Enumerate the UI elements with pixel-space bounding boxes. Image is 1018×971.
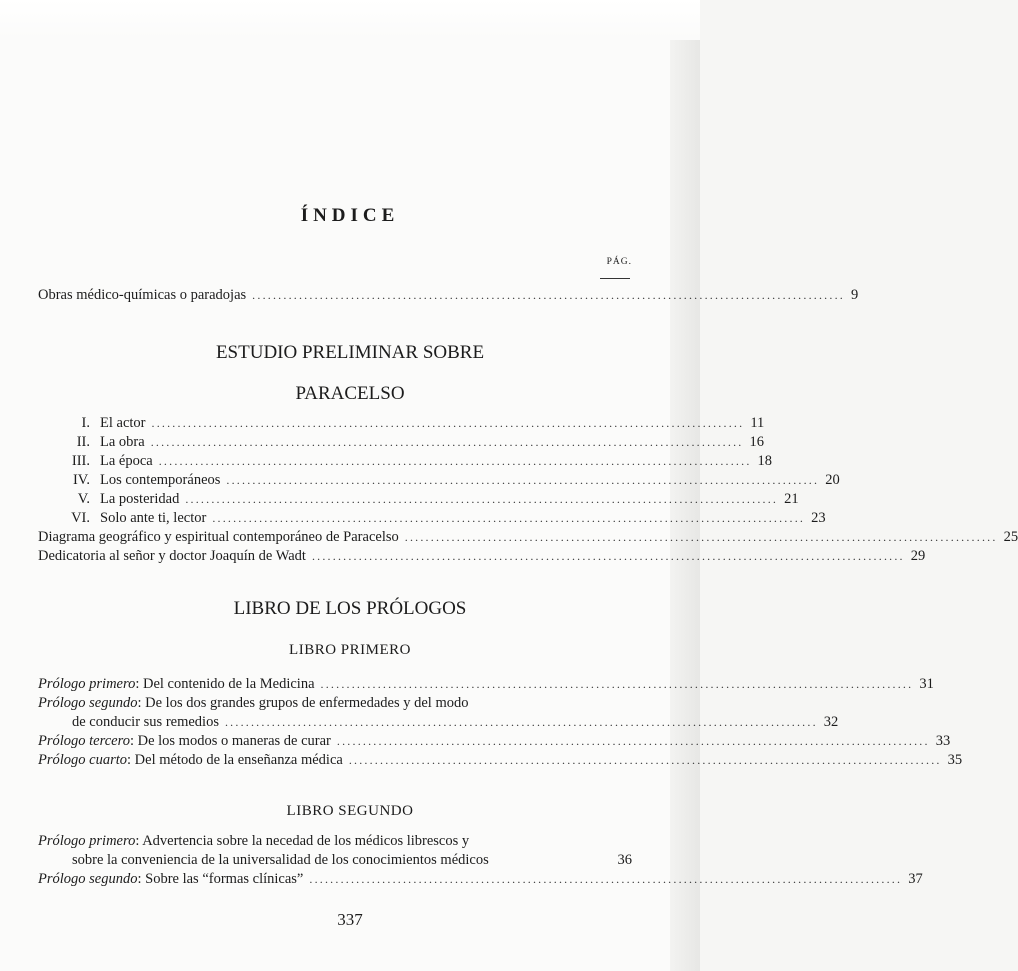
toc-entry-text: Obras médico-químicas o paradojas <box>38 287 247 303</box>
prologue-label: Prólogo segundo <box>38 871 138 887</box>
roman-numeral: IV. <box>72 472 90 488</box>
page-title: ÍNDICE <box>300 205 400 226</box>
subsection-heading-libro-segundo: LIBRO SEGUNDO <box>286 803 414 819</box>
section-heading-paracelso: PARACELSO <box>295 383 405 404</box>
leader-dots: .................................................................................................................. <box>151 416 745 430</box>
toc-page-number: 16 <box>749 434 764 450</box>
leader-dots: .................................................................................................................. <box>336 734 930 748</box>
toc-entry-text: : De los dos grandes grupos de enfermedades y del modo <box>137 695 469 711</box>
leader-dots: .................................................................................................................. <box>212 511 806 525</box>
toc-page-number: 20 <box>825 472 840 488</box>
prologue-label: Prólogo primero <box>38 833 136 849</box>
toc-page-number: 21 <box>784 491 799 507</box>
leader-dots: .................................................................................................................. <box>150 435 744 449</box>
toc-page-number: 33 <box>935 733 951 749</box>
toc-entry-text: La época <box>100 453 153 469</box>
toc-entry-continuation <box>38 852 632 872</box>
leader-dots: .................................................................................................................. <box>311 549 905 563</box>
page-number-folio: 337 <box>337 910 363 929</box>
toc-entry-continuation <box>38 714 839 734</box>
prologue-label: Prólogo segundo <box>38 695 138 711</box>
toc-entry <box>38 434 764 454</box>
toc-entry-text: Diagrama geográfico y espiritual contemporáneo de Paracelso <box>38 529 399 545</box>
toc-entry <box>38 871 923 891</box>
section-heading-prologos: LIBRO DE LOS PRÓLOGOS <box>233 598 467 619</box>
toc-entry-text: El actor <box>100 415 146 431</box>
toc-page-number: 23 <box>811 510 826 526</box>
page-column-label: PÁG. <box>606 257 632 267</box>
leader-dots: .................................................................................................................. <box>185 492 779 506</box>
toc-entry-text: : Advertencia sobre la necedad de los médicos librescos y <box>135 833 470 849</box>
leader-dots: .................................................................................................................. <box>348 753 942 767</box>
toc-entry-text: : Sobre las “formas clínicas” <box>137 871 304 887</box>
scan-edge-top <box>0 0 700 38</box>
roman-numeral: V. <box>77 491 90 507</box>
toc-entry <box>38 733 951 753</box>
toc-page-number: 36 <box>617 852 632 868</box>
toc-entry-diagrama <box>38 529 1018 549</box>
leader-dots: .................................................................................................................. <box>226 473 820 487</box>
section-heading-estudio: ESTUDIO PRELIMINAR SOBRE <box>215 342 485 363</box>
toc-entry-text: sobre la conveniencia de la universalidad de los conocimientos médicos <box>72 852 489 868</box>
toc-page-number: 29 <box>910 548 926 564</box>
leader-dots: .................................................................................................................. <box>320 677 914 691</box>
toc-page-number: 32 <box>823 714 839 730</box>
leader-dots: .................................................................................................................. <box>309 872 903 886</box>
toc-entry-obras <box>38 287 859 307</box>
leader-dots: .................................................................................................................. <box>252 288 845 302</box>
toc-page-number: 31 <box>919 676 934 692</box>
roman-numeral: I. <box>81 415 90 431</box>
toc-entry-dedicatoria <box>38 548 926 568</box>
toc-page-number: 37 <box>908 871 923 887</box>
toc-entry <box>38 472 840 492</box>
toc-entry <box>38 752 963 772</box>
leader-dots: .................................................................................................................. <box>158 454 752 468</box>
roman-numeral: VI. <box>71 510 90 526</box>
toc-page-number: 9 <box>850 287 859 303</box>
toc-entry <box>38 415 765 435</box>
toc-page-number: 35 <box>947 752 963 768</box>
toc-page-number: 25 <box>1003 529 1018 545</box>
toc-entry <box>38 676 934 696</box>
toc-entry <box>38 491 799 511</box>
toc-entry-text: Dedicatoria al señor y doctor Joaquín de Wadt <box>38 548 306 564</box>
page-column-rule <box>600 278 630 279</box>
toc-entry-text: de conducir sus remedios <box>72 714 219 730</box>
toc-entry <box>38 453 773 473</box>
toc-page-number: 18 <box>757 453 773 469</box>
prologue-label: Prólogo tercero <box>38 733 130 749</box>
toc-entry <box>38 510 826 530</box>
toc-entry <box>38 833 632 853</box>
toc-page-number: 11 <box>750 415 765 431</box>
toc-entry <box>38 695 632 715</box>
toc-entry-text: La posteridad <box>100 491 180 507</box>
toc-entry-text: La obra <box>100 434 145 450</box>
prologue-label: Prólogo primero <box>38 676 136 692</box>
leader-dots: .................................................................................................................. <box>224 715 818 729</box>
roman-numeral: II. <box>76 434 90 450</box>
toc-entry-text: : De los modos o maneras de curar <box>129 733 331 749</box>
prologue-label: Prólogo cuarto <box>38 752 128 768</box>
leader-dots: .................................................................................................................. <box>404 530 998 544</box>
subsection-heading-libro-primero: LIBRO PRIMERO <box>289 642 411 658</box>
toc-entry-text: Solo ante ti, lector <box>100 510 207 526</box>
toc-entry-text: Los contemporáneos <box>100 472 221 488</box>
toc-entry-text: : Del método de la enseñanza médica <box>127 752 343 768</box>
roman-numeral: III. <box>71 453 90 469</box>
toc-entry-text: : Del contenido de la Medicina <box>135 676 315 692</box>
